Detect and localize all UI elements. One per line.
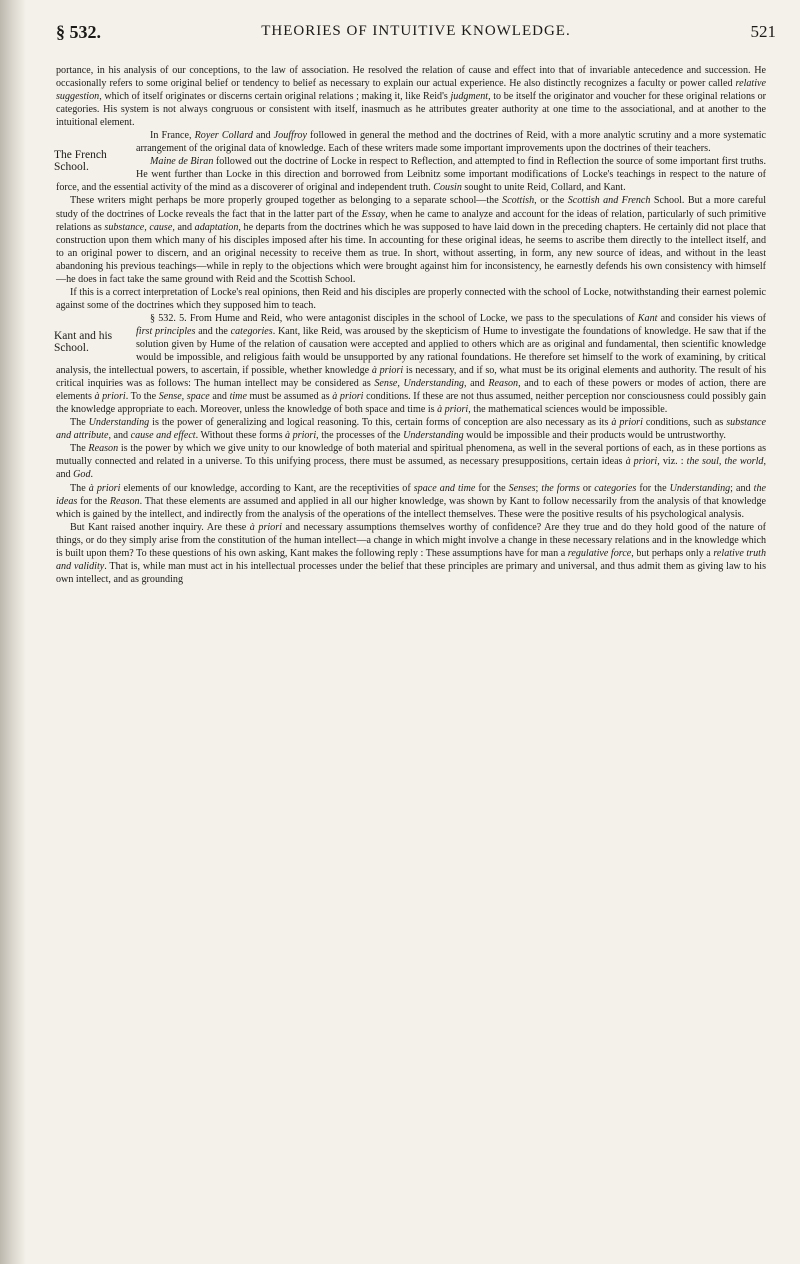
paragraph: These writers might perhaps be more properly grouped together as belonging to a separate school—the Scottish, or the Scottish and French School. But a more careful study of the doctrines of Locke reveals the fact that in the latter part of the Essay, when he came to analyze and account for the ideas of relation, particularly of such primitive relations as substance, cause, and adaptation, he departs from the doctrines which he was supposed to have laid down in the preceding chapters. He certainly did not place that construction upon them which many of his disciples imposed after his time. In accounting for these original ideas, he seems to ascribe them directly to the intellect itself, and to an original power to discern, and an original necessity to receive them as true. In short, without asserting, in form, any new source of ideas, and without in the least abandoning his previous teachings—while in reply to the objections which were brought against him for inconsistency, he earnestly defends his own consistency with himself—he does in fact take the same ground with Reid and the Scottish School.	[56, 195, 767, 285]
sidenote-kant-school: Kant and his School.	[54, 329, 113, 354]
paragraph: In France, Royer Collard and Jouffroy followed in general the method and the doctrines of Reid, with a more analytic scrutiny and a more systematic arrangement of the original data of knowledge. Each of these writers made some important improvements upon the doctrines of their teachers.	[136, 130, 766, 155]
paragraph: Maine de Biran followed out the doctrine of Locke in respect to Reflection, and attempted to find in Reflection the source of some important first truths. He went further than Locke in this direction and borrowed from Leibnitz some important modifications of Locke's teachings in respect to the nature of force, and the essential activity of the mind as a discoverer of original and independent truth. Cousin sought to unite Reid, Collard, and Kant.	[56, 156, 766, 194]
paragraph: The à priori elements of our knowledge, according to Kant, are the receptivities of space and time for the Senses; the forms or categories for the Understanding; and the ideas for the Reason. That these elements are assumed and applied in all our higher knowledge, was shown by Kant to follow necessarily from the analysis of that knowledge which is gained by the intellect, and indirectly from the analysis of the operations of the intellect themselves. These were the positive results of his psychological analysis.	[56, 482, 766, 520]
page-number: 521	[750, 22, 776, 41]
paragraph: The Understanding is the power of generalizing and logical reasoning. To this, certain forms of conception are also necessary as its à priori conditions, such as substance and attribute, and cause and effect. Without these forms à priori, the processes of the Understanding would be impossible and their products would be untrustworthy.	[56, 417, 766, 442]
running-title: THEORIES OF INTUITIVE KNOWLEDGE.	[261, 23, 571, 39]
paragraph: If this is a correct interpretation of Locke's real opinions, then Reid and his disciples are properly connected with the school of Locke, notwithstanding their earnest polemic against some of the doctrines which they supposed him to teach.	[56, 286, 766, 311]
paragraph: § 532. 5. From Hume and Reid, who were antagonist disciples in the school of Locke, we pass to the speculations of Kant and consider his views of first principles and the categories. Kant, like Reid, was aroused by the skepticism of Hume to investigate the foundations of knowledge. He saw that if the solution given by Hume of the relation of causation were accepted and applied to others which are as original and fundamental, then scientific knowledge would be impossible, and religious faith would be unsupported by any rational foundations. He therefore set himself to the work of examining, by critical analysis, the intellectual powers, to ascertain, if possible, whether knowledge à priori is necessary, and if so, what must be its original elements and authority. The result of his critical inquiries was as follows: The human intellect may be considered as Sense, Understanding, and Reason, and to each of these powers or modes of action, there are elements à priori. To the Sense, space and time must be assumed as à priori conditions. If these are not thus assumed, neither perception nor consciousness could possibly gain the knowledge appropriate to each. Moreover, unless the knowledge of both space and time is à priori, the mathematical sciences would be impossible.	[56, 312, 767, 416]
body-text	[56, 64, 766, 586]
running-header	[56, 22, 776, 46]
paragraph: The Reason is the power by which we give unity to our knowledge of both material and spiritual phenomena, as well in the several portions of each, as in these portions as mutually connected and related in a universe. To this unifying process, there must be assumed, as necessary presuppositions, certain ideas à priori, viz. : the soul, the world, and God.	[56, 443, 766, 481]
page-gutter-shadow	[0, 0, 26, 1264]
paragraph: portance, in his analysis of our conceptions, to the law of association. He resolved the relation of cause and effect into that of invariable antecedence and succession. He occasionally refers to some original belief or tendency to belief as necessary to explain our actual experience. He also distinctly recognizes a faculty or power called relative suggestion, which of itself originates or discerns certain original relations ; making it, like Reid's judgment, to be itself the originator and voucher for these original relations or categories. His system is not always congruous or consistent with itself, inasmuch as he attributes greater authority at one time to the associational, and at another to the intuitional element.	[56, 65, 766, 129]
paragraph: But Kant raised another inquiry. Are these à priori and necessary assumptions themselves worthy of confidence? Are they true and do they hold good of the nature of things, or do they simply arise from the constitution of the human intellect—a change in which might involve a change in these necessary relations and in the knowledge which is built upon them? To these questions of his own asking, Kant makes the following reply : These assumptions have for man a regulative force, but perhaps only a relative truth and validity. That is, while man must act in his intellectual processes under the belief that these principles are primary and universal, and thus admit them as giving law to his own intellect, and as grounding	[56, 521, 767, 585]
section-number: § 532.	[56, 22, 101, 42]
sidenote-french-school: The French School.	[54, 149, 107, 174]
